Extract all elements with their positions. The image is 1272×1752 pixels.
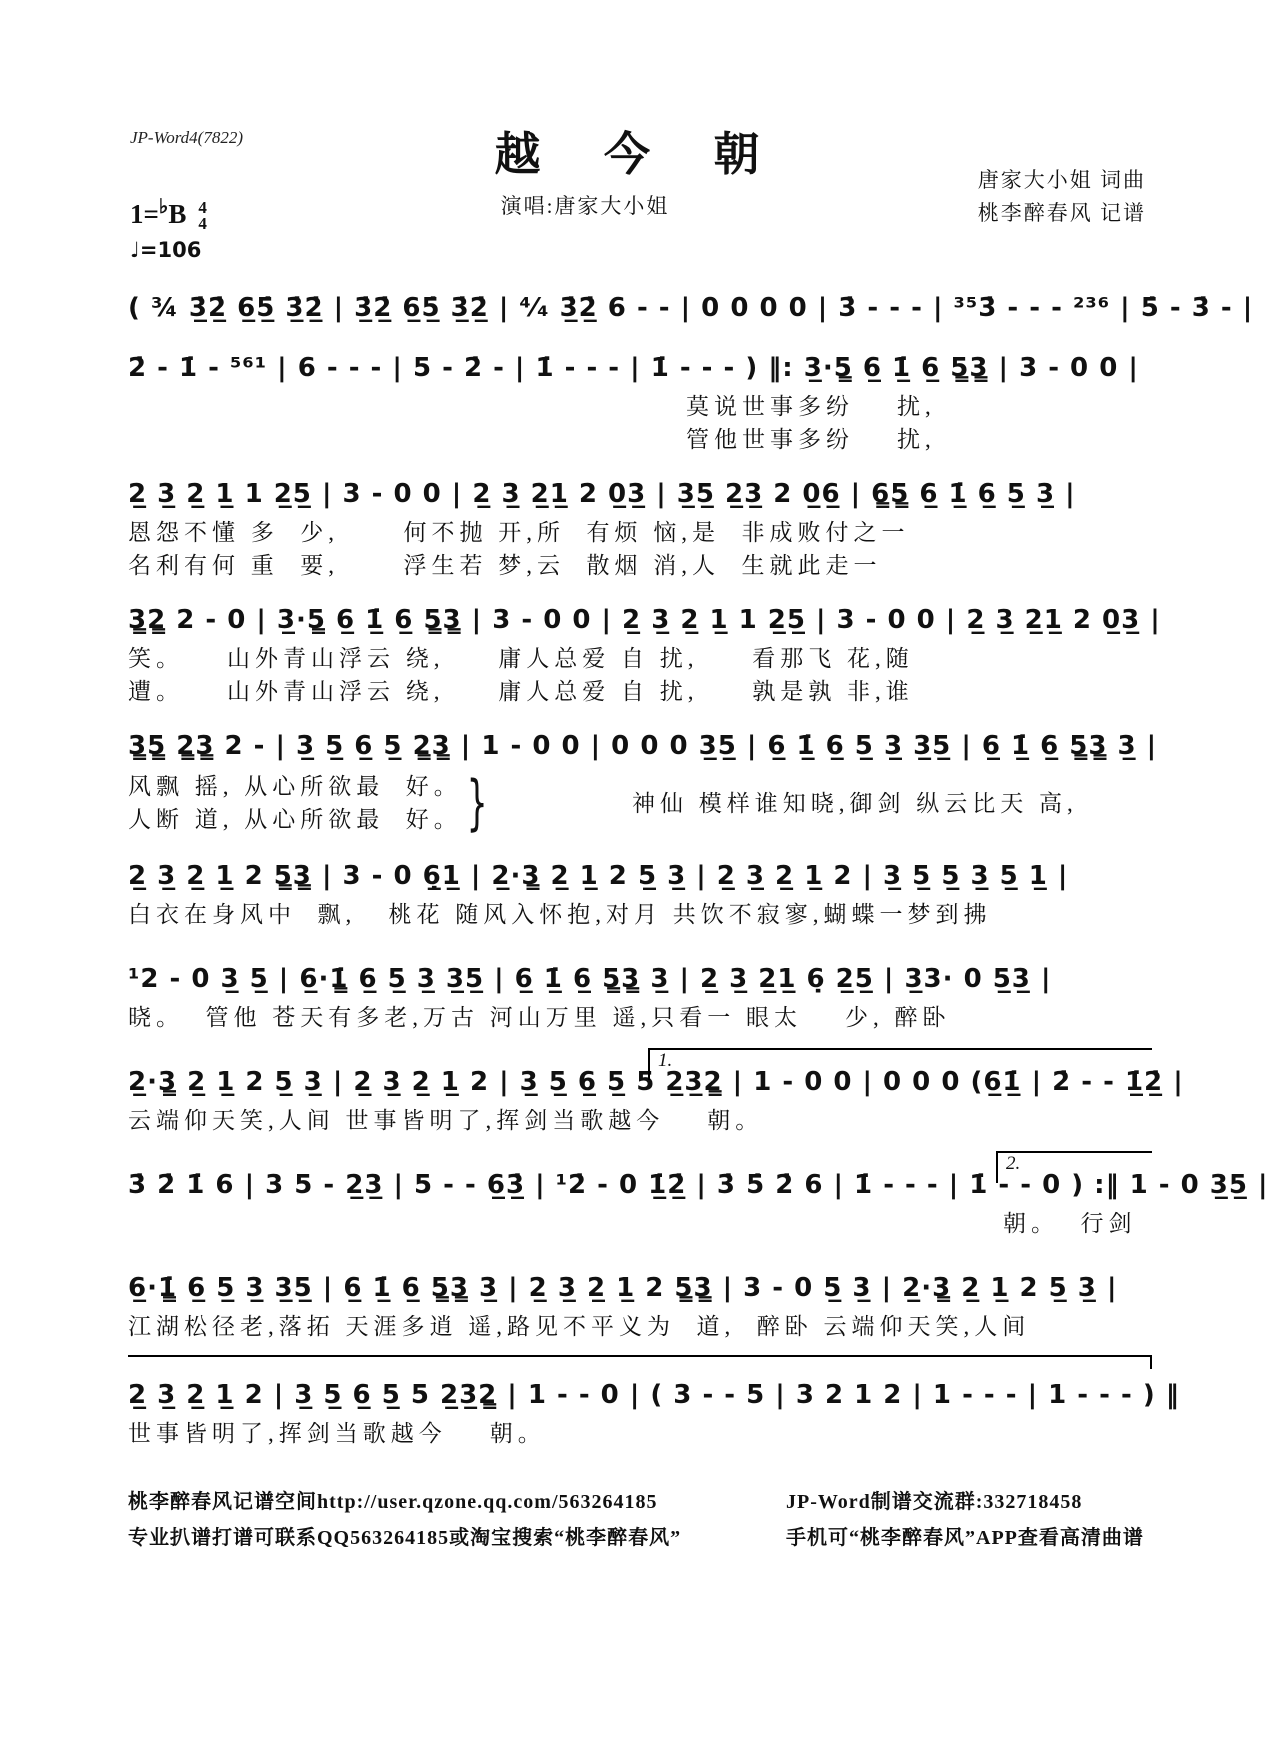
music-line-1: ( ¾ 3̲̇2̲̇ 6̲5̲̇ 3̲̇2̲̇ | 3̲̇2̲̇ 6̲5̲̇ 3̲̇2̲̇ | ⁴⁄₄ 3̲̇2̲̇ 6 - - | 0 0 0 0 | 3̇ - - - | ³⁵3̇ - - - ²³⁶ | 5̇ - 3̇ - | [128, 293, 1254, 323]
song-title: 越 今 朝 [494, 129, 786, 180]
volta-1-label: 1. [658, 1050, 673, 1071]
key-prefix: 1= [130, 199, 159, 229]
footer-right-line-1: JP-Word制谱交流群:332718458 [786, 1491, 1083, 1513]
lyric-line-5b: 人断 道, 从心所欲最 好。 [128, 807, 462, 832]
lyric-line-3a: 恩怨不懂 多 少, 何不抛 开,所 有烦 恼,是 非成败付之一 [128, 520, 910, 545]
system-4 [128, 598, 1161, 708]
lyric-line-11: 世事皆明了,挥剑当歌越今 朝。 [128, 1421, 546, 1446]
volta-2-continuation-line [128, 1355, 1152, 1369]
tempo-marking: ♩=106 [130, 238, 202, 262]
singer-label: 演唱:唐家大小姐 [500, 194, 670, 218]
footer [128, 1484, 1152, 1556]
music-line-4: 3̳2̳ 2 - 0 | 3̲·5̳ 6̲ 1̲̇ 6̲ 5̳3̳ | 3 - 0 0 | 2̲ 3̲ 2̲ 1̲ 1 2̲5̲ | 3 - 0 0 | 2̲ 3̲ 2̲1̲ 2 0̲3̲ | [128, 605, 1161, 635]
time-top: 4 [198, 198, 207, 217]
volta-1-bracket [648, 1048, 1152, 1080]
volta-2-label: 2. [1006, 1153, 1021, 1174]
system-11 [128, 1373, 1180, 1450]
footer-right [728, 1484, 1152, 1556]
music-line-6: 2̲ 3̲ 2̲ 1̲ 2 5̳3̳ | 3 - 0 6̣̲1̲ | 2̲·3̳ 2̲ 1̲ 2 5̲ 3̲ | 2̲ 3̲ 2̲ 1̲ 2 | 3̲ 5̲ 5̲ 3̲ 5̲ 1̲ | [128, 861, 1069, 891]
lyric-line-4b: 遭。 山外青山浮云 绕, 庸人总爱 自 扰, 孰是孰 非,谁 [128, 679, 914, 704]
lyric-brace: } [466, 768, 488, 838]
key-note: B [168, 199, 187, 229]
lyric-line-3b: 名利有何 重 要, 浮生若 梦,云 散烟 消,人 生就此走一 [128, 553, 882, 578]
lyric-line-6: 白衣在身风中 飘, 桃花 随风入怀抱,对月 共饮不寂寥,蝴蝶一梦到拂 [128, 902, 992, 927]
footer-right-line-2: 手机可“桃李醉春风”APP查看高清曲谱 [786, 1527, 1144, 1549]
system-5 [128, 724, 1158, 838]
lyric-line-5c: 神仙 模样谁知晓,御剑 纵云比天 高, [631, 790, 1078, 816]
music-line-10: 6̲·1̳̇ 6̲ 5̲ 3̲ 3̲5̲ | 6̲ 1̲̇ 6̲ 5̳3̳ 3̲ | 2̲ 3̲ 2̲ 1̲ 2 5̳3̳ | 3 - 0 5̲ 3̲ | 2̲·3̳ 2̲ 1̲ 2 5̲ 3̲ | [128, 1273, 1118, 1303]
header [128, 118, 1152, 286]
system-6 [128, 854, 1152, 931]
lyric-line-2a: 莫说世事多纷 扰, [686, 394, 936, 419]
system-1 [128, 286, 1254, 330]
system-9 [128, 1153, 1269, 1240]
lyric-line-7: 晓。 管他 苍天有多老,万古 河山万里 遥,只看一 眼太 少, 醉卧 [128, 1005, 951, 1030]
music-line-5: 3̳5̳ 2̳3̳ 2 - | 3̲ 5̲ 6̲ 5̲ 2̳3̳ | 1 - 0 0 | 0 0 0 3̲5̲ | 6̲ 1̲̇ 6̲ 5̲ 3̲ 3̲5̲ | 6̲ 1̲̇ 6̲ 5̳3̳ 3̲ | [128, 731, 1158, 761]
lyric-line-4a: 笑。 山外青山浮云 绕, 庸人总爱 自 扰, 看那飞 花,随 [128, 646, 914, 671]
lyric-line-8: 云端仰天笑,人间 世事皆明了,挥剑当歌越今 朝。 [128, 1108, 764, 1133]
music-line-3: 2̲ 3̲ 2̲ 1̲ 1 2̲5̲ | 3 - 0 0 | 2̲ 3̲ 2̲1̲ 2 0̲3̲ | 3̲5̲ 2̲3̲ 2 0̲6̲ | 6̳5̳ 6̲ 1̲̇ 6̲ 5̲ 3̲ | [128, 479, 1076, 509]
lyric-group-5 [128, 768, 1152, 838]
volta-2-bracket [996, 1151, 1152, 1183]
system-3 [128, 472, 1152, 582]
footer-left-line-2: 专业扒谱打谱可联系QQ563264185或淘宝搜索“桃李醉春风” [128, 1527, 682, 1549]
lyric-line-5a: 风飘 摇, 从心所欲最 好。 [128, 774, 462, 799]
music-line-11: 2̲ 3̲ 2̲ 1̲ 2 | 3̲ 5̲ 6̲ 5̲ 5 2̲3̲2̳ | 1 - - 0 | ( 3 - - 5 | 3 2 1 2 | 1 - - - | 1 - - - ) ‖ [128, 1380, 1180, 1410]
music-line-7: ¹2 - 0 3̲ 5̲ | 6̲·1̳̇ 6̲ 5̲ 3̲ 3̲5̲ | 6̲ 1̲̇ 6̲ 5̳3̳ 3̲ | 2̲ 3̲ 2̲1̲ 6̣ 2̲5̲ | 3̲3· 0 5̲3̲ | [128, 964, 1052, 994]
music-line-2: 2̇ - 1̇ - ⁵⁶¹ | 6 - - - | 5 - 2̇ - | 1̇ - - - | 1̇ - - - ) ‖: 3̲·5̳ 6̲ 1̲̇ 6̲ 5̳3̳ | 3 - 0 0 | [128, 353, 1139, 383]
footer-left [128, 1484, 728, 1556]
music-line-9: 3̇ 2̇ 1̇ 6 | 3 5 - 2̲3̲ | 5 - - 6̲3̲̇ | ¹2̇ - 0 1̲̇2̲̇ | 3̇ 5̇ 2̇ 6 | 1̇ - - - | 1̇ - - 0 ) :‖ 1 - 0 3̲5̲ | [128, 1170, 1269, 1200]
time-bottom: 4 [198, 214, 207, 233]
lyric-line-10: 江湖松径老,落拓 天涯多逍 遥,路见不平义为 道, 醉卧 云端仰天笑,人间 [128, 1314, 1031, 1339]
flat-sign: ♭ [158, 196, 169, 218]
system-10 [128, 1266, 1152, 1343]
lyric-line-9: 朝。 行剑 [1003, 1211, 1137, 1236]
system-2 [128, 346, 1152, 456]
footer-left-line-1: 桃李醉春风记谱空间http://user.qzone.qq.com/563264185 [128, 1491, 658, 1513]
time-signature [198, 200, 207, 232]
lyric-line-2b: 管他世事多纷 扰, [686, 427, 936, 452]
music-line-8: 2̲·3̳ 2̲ 1̲ 2 5̲ 3̲ | 2̲ 3̲ 2̲ 1̲ 2 | 3̲ 5̲ 6̲ 5̲ 5 2̲3̲2̳ | 1 - 0 0 | 0 0 0 (6̲1̲̇ | 2̇ - - 1̲̇2̲̇ | [128, 1067, 1184, 1097]
credit-transcriber: 桃李醉春风 记谱 [977, 201, 1146, 225]
system-8 [128, 1050, 1184, 1137]
lyric-alternatives [128, 770, 462, 836]
system-7 [128, 957, 1152, 1034]
credit-composer: 唐家大小姐 词曲 [977, 168, 1146, 192]
software-watermark: JP-Word4(7822) [130, 128, 243, 147]
key-signature [130, 194, 207, 232]
